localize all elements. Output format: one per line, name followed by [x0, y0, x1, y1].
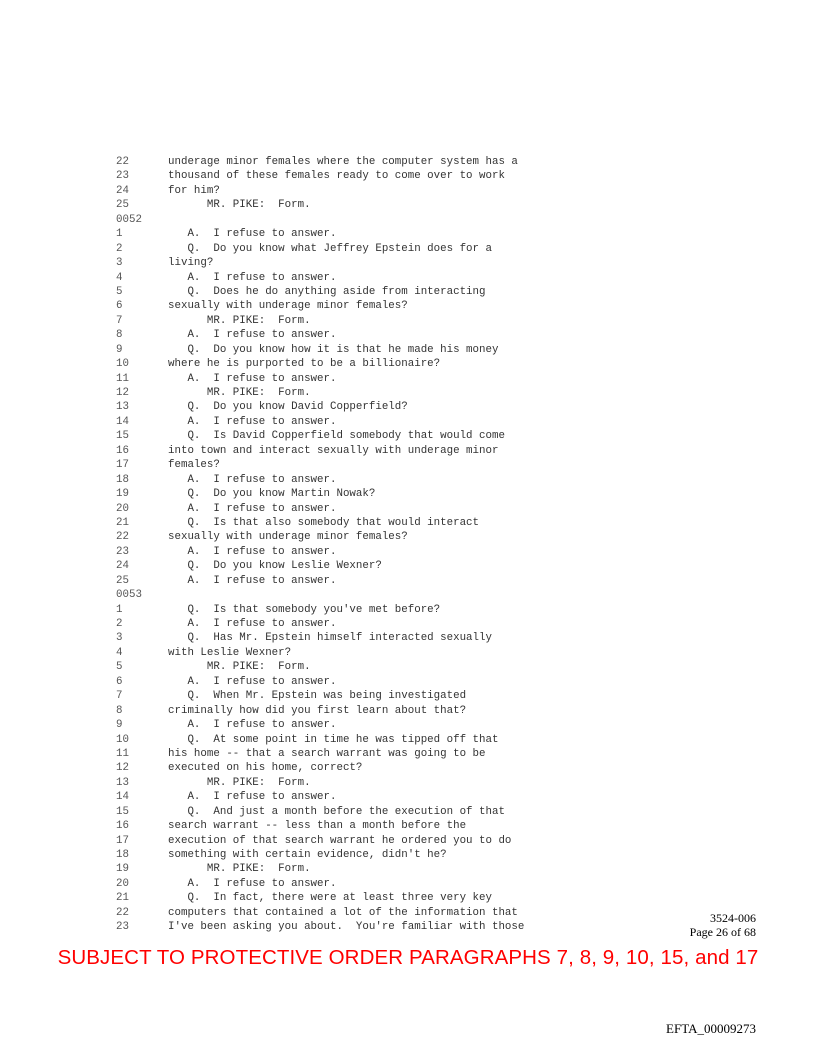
document-id: 3524-006	[710, 911, 756, 925]
transcript-line	[116, 646, 756, 660]
transcript-line	[116, 242, 756, 256]
line-text: Q. Do you know David Copperfield?	[168, 401, 408, 414]
line-number: 9	[116, 343, 123, 356]
line-number: 18	[116, 473, 129, 486]
line-text: Q. In fact, there were at least three very key	[168, 892, 492, 905]
transcript-line	[116, 169, 756, 183]
transcript-line	[116, 675, 756, 689]
page-number: Page 26 of 68	[689, 925, 756, 939]
line-text: A. I refuse to answer.	[168, 271, 337, 284]
line-text: search warrant -- less than a month before the	[168, 820, 467, 833]
transcript-line	[116, 559, 756, 573]
transcript-line	[116, 891, 756, 905]
line-number: 23	[116, 921, 129, 934]
transcript-line	[116, 271, 756, 285]
line-text: MR. PIKE: Form.	[168, 387, 311, 399]
line-number: 24	[116, 560, 129, 573]
line-number: 16	[116, 820, 129, 833]
line-text: sexually with underage minor females?	[168, 300, 408, 313]
line-number: 23	[116, 545, 129, 558]
line-number: 18	[116, 849, 129, 861]
transcript-page-marker	[116, 588, 756, 602]
line-number: 6	[116, 675, 123, 688]
line-number: 2	[116, 242, 123, 255]
transcript-line	[116, 458, 756, 472]
transcript-line	[116, 834, 756, 848]
line-text: Q. Is that somebody you've met before?	[168, 603, 441, 616]
line-text: A. I refuse to answer.	[168, 675, 337, 688]
line-text: execution of that search warrant he ordered you to do	[168, 834, 512, 847]
transcript-line	[116, 603, 756, 617]
transcript-line	[116, 574, 756, 588]
protective-order-notice: SUBJECT TO PROTECTIVE ORDER PARAGRAPHS 7, 8, 9, 10, 15, and 17	[57, 946, 759, 969]
transcript-line	[116, 314, 756, 328]
transcript-line	[116, 502, 756, 516]
transcript-line	[116, 704, 756, 718]
line-number: 9	[116, 719, 123, 732]
line-number: 3	[116, 257, 123, 270]
transcript-line	[116, 285, 756, 299]
line-number: 10	[116, 733, 129, 746]
line-number: 13	[116, 776, 129, 789]
line-text: A. I refuse to answer.	[168, 473, 337, 486]
line-number: 24	[116, 184, 129, 197]
line-text: females?	[168, 459, 220, 472]
line-text: MR. PIKE: Form.	[168, 199, 311, 212]
transcript-line	[116, 819, 756, 833]
line-text: into town and interact sexually with underage minor	[168, 444, 499, 457]
transcript-line	[116, 631, 756, 645]
line-number: 1	[116, 228, 123, 241]
line-text: Q. Do you know Leslie Wexner?	[168, 560, 382, 573]
transcript-line	[116, 198, 756, 212]
transcript-line	[116, 877, 756, 891]
line-text: Q. Does he do anything aside from interacting	[168, 285, 486, 298]
transcript-line	[116, 487, 756, 501]
transcript-line	[116, 617, 756, 631]
line-text: A. I refuse to answer.	[168, 791, 337, 804]
line-text: MR. PIKE: Form.	[168, 863, 311, 876]
line-number: 11	[116, 747, 129, 760]
line-number: 1	[116, 603, 123, 616]
transcript-page-marker	[116, 213, 756, 227]
line-text: Q. Is that also somebody that would interact	[168, 516, 480, 529]
transcript-line	[116, 299, 756, 313]
transcript-line	[116, 689, 756, 703]
transcript-line	[116, 530, 756, 544]
line-number: 15	[116, 430, 129, 443]
line-number: 19	[116, 863, 129, 876]
line-text: Q. Do you know Martin Nowak?	[168, 488, 376, 501]
line-number: 5	[116, 661, 123, 674]
line-number: 0053	[116, 589, 142, 602]
line-text: A. I refuse to answer.	[168, 574, 337, 587]
line-text: Q. Do you know what Jeffrey Epstein does for a	[168, 242, 492, 255]
line-text: A. I refuse to answer.	[168, 329, 337, 342]
transcript-line	[116, 805, 756, 819]
line-number: 2	[116, 618, 123, 630]
transcript-line	[116, 920, 756, 934]
line-number: 5	[116, 285, 123, 298]
transcript-line	[116, 761, 756, 775]
line-number: 22	[116, 531, 129, 544]
transcript-line	[116, 848, 756, 862]
line-number: 25	[116, 199, 129, 212]
line-number: 25	[116, 574, 129, 587]
transcript-line	[116, 516, 756, 530]
line-number: 6	[116, 300, 123, 313]
line-text: something with certain evidence, didn't he?	[168, 849, 447, 861]
line-text: sexually with underage minor females?	[168, 531, 408, 544]
line-number: 17	[116, 459, 129, 472]
line-text: his home -- that a search warrant was going to be	[168, 747, 486, 760]
line-number: 22	[116, 906, 129, 919]
line-text: A. I refuse to answer.	[168, 372, 337, 385]
transcript-line	[116, 473, 756, 487]
line-text: A. I refuse to answer.	[168, 415, 337, 428]
line-text: MR. PIKE: Form.	[168, 776, 311, 789]
line-number: 12	[116, 762, 129, 775]
line-text: Q. When Mr. Epstein was being investigated	[168, 690, 467, 703]
line-text: for him?	[168, 184, 220, 197]
line-number: 7	[116, 690, 123, 703]
transcript-body	[116, 155, 756, 935]
transcript-line	[116, 776, 756, 790]
line-text: executed on his home, correct?	[168, 762, 363, 775]
line-number: 8	[116, 329, 123, 342]
line-number: 4	[116, 646, 123, 659]
transcript-line	[116, 343, 756, 357]
line-number: 21	[116, 516, 129, 529]
line-text: Q. Is David Copperfield somebody that would come	[168, 430, 505, 443]
line-text: Q. And just a month before the execution of that	[168, 805, 505, 818]
transcript-line	[116, 429, 756, 443]
line-number: 15	[116, 805, 129, 818]
transcript-line	[116, 660, 756, 674]
transcript-line	[116, 328, 756, 342]
transcript-line	[116, 790, 756, 804]
line-number: 0052	[116, 213, 142, 226]
line-text: thousand of these females ready to come over to work	[168, 170, 505, 183]
transcript-line	[116, 256, 756, 270]
line-number: 4	[116, 271, 123, 284]
line-text: I've been asking you about. You're familiar with those	[168, 921, 525, 934]
line-number: 3	[116, 632, 123, 645]
transcript-line	[116, 718, 756, 732]
transcript-line	[116, 906, 756, 920]
transcript-line	[116, 357, 756, 371]
line-number: 10	[116, 358, 129, 371]
line-text: computers that contained a lot of the information that	[168, 906, 518, 919]
line-number: 19	[116, 488, 129, 501]
transcript-line	[116, 415, 756, 429]
line-text: A. I refuse to answer.	[168, 228, 337, 241]
line-number: 20	[116, 877, 129, 890]
transcript-line	[116, 400, 756, 414]
line-text: with Leslie Wexner?	[168, 646, 292, 659]
line-number: 12	[116, 387, 129, 399]
line-number: 20	[116, 502, 129, 515]
line-text: where he is purported to be a billionaire?	[168, 358, 441, 371]
line-text: A. I refuse to answer.	[168, 502, 337, 515]
line-number: 16	[116, 444, 129, 457]
line-text: MR. PIKE: Form.	[168, 661, 311, 674]
line-text: underage minor females where the computer system has a	[168, 156, 518, 168]
line-number: 7	[116, 314, 123, 327]
line-number: 14	[116, 791, 129, 804]
line-text: A. I refuse to answer.	[168, 545, 337, 558]
line-text: criminally how did you first learn about that?	[168, 704, 467, 717]
transcript-line	[116, 372, 756, 386]
line-number: 13	[116, 401, 129, 414]
line-number: 11	[116, 372, 129, 385]
transcript-line	[116, 184, 756, 198]
bates-number: EFTA_00009273	[666, 1021, 756, 1036]
line-text: Q. Has Mr. Epstein himself interacted sexually	[168, 632, 492, 645]
line-text: A. I refuse to answer.	[168, 618, 337, 630]
line-number: 14	[116, 415, 129, 428]
line-text: A. I refuse to answer.	[168, 877, 337, 890]
line-number: 8	[116, 704, 123, 717]
transcript-line	[116, 227, 756, 241]
line-text: A. I refuse to answer.	[168, 719, 337, 732]
transcript-line	[116, 444, 756, 458]
line-number: 17	[116, 834, 129, 847]
line-number: 21	[116, 892, 129, 905]
line-text: MR. PIKE: Form.	[168, 314, 311, 327]
transcript-line	[116, 733, 756, 747]
transcript-line	[116, 862, 756, 876]
line-text: Q. At some point in time he was tipped off that	[168, 733, 499, 746]
transcript-line	[116, 545, 756, 559]
transcript-line	[116, 747, 756, 761]
transcript-line	[116, 155, 756, 169]
line-number: 22	[116, 156, 129, 168]
transcript-line	[116, 386, 756, 400]
line-text: living?	[168, 257, 214, 270]
line-number: 23	[116, 170, 129, 183]
line-text: Q. Do you know how it is that he made his money	[168, 343, 499, 356]
